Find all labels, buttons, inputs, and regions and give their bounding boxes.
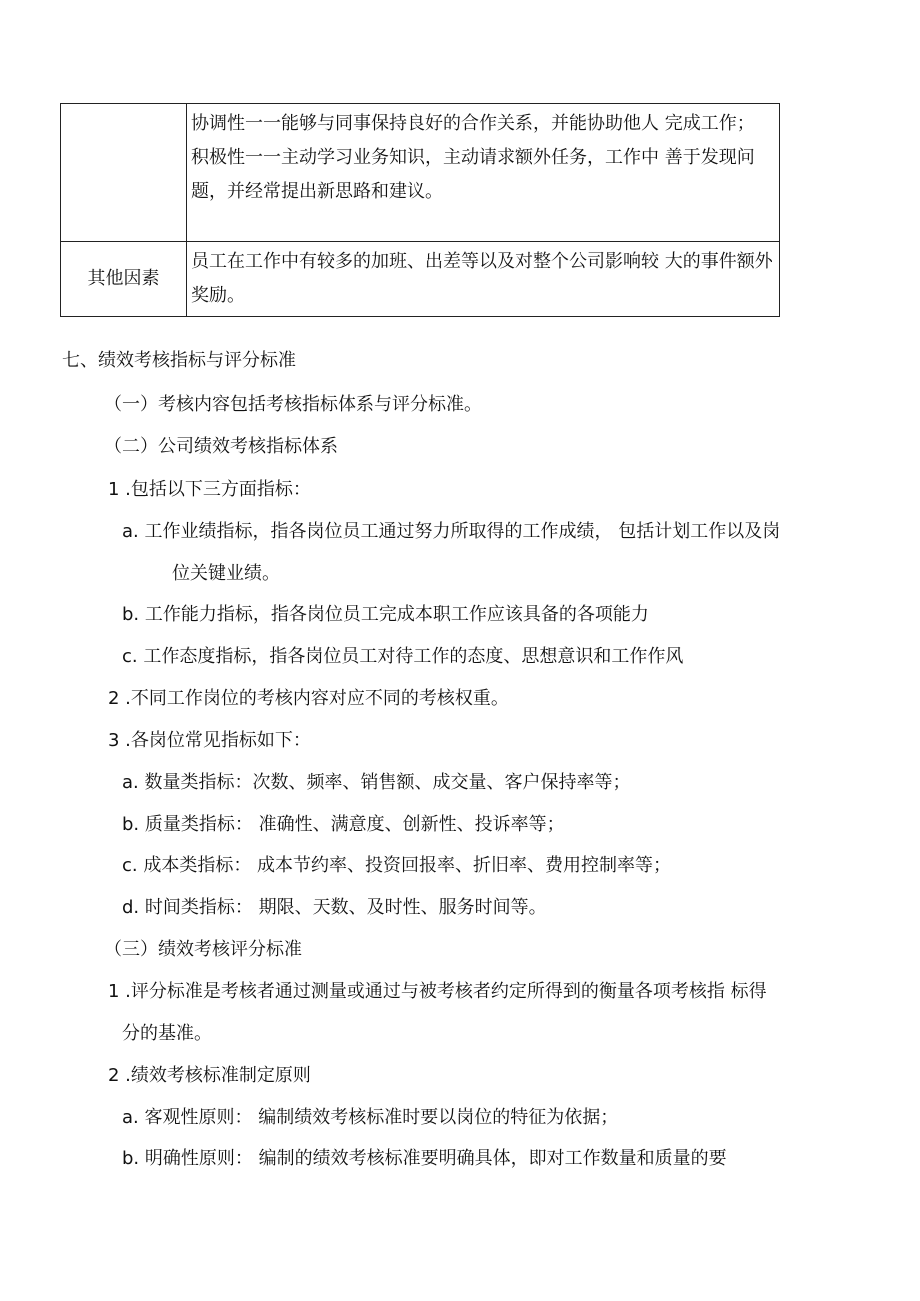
table-label-cell: 其他因素	[61, 242, 187, 317]
list-item: b. 质量类指标： 准确性、满意度、创新性、投诉率等；	[122, 814, 565, 835]
list-item: a. 工作业绩指标，指各岗位员工通过努力所取得的工作成绩， 包括计划工作以及岗	[122, 521, 781, 542]
table-content-paragraph: 积极性一一主动学习业务知识，主动请求额外任务，工作中 善于发现问题，并经常提出新思路和建议。	[191, 147, 755, 202]
table-content-paragraph: 员工在工作中有较多的加班、出差等以及对整个公司影响较 大的事件额外奖励。	[191, 251, 773, 306]
list-item: 2 .不同工作岗位的考核内容对应不同的考核权重。	[108, 688, 509, 709]
list-item: d. 时间类指标： 期限、天数、及时性、服务时间等。	[122, 897, 547, 918]
subsection-heading: （一）考核内容包括考核指标体系与评分标准。	[104, 394, 482, 415]
list-item: 3 .各岗位常见指标如下：	[108, 730, 311, 751]
evaluation-factors-table	[60, 103, 780, 317]
list-item: c. 工作态度指标，指各岗位员工对待工作的态度、思想意识和工作作风	[122, 646, 684, 667]
list-item: c. 成本类指标： 成本节约率、投资回报率、折旧率、费用控制率等；	[122, 855, 672, 876]
list-item-continuation: 分的基准。	[122, 1023, 212, 1044]
table-content-cell	[187, 104, 780, 242]
subsection-heading: （二）公司绩效考核指标体系	[104, 436, 338, 457]
list-item-continuation: 位关键业绩。	[172, 563, 280, 584]
list-item: a. 数量类指标：次数、频率、销售额、成交量、客户保持率等；	[122, 772, 631, 793]
list-item: 2 .绩效考核标准制定原则	[108, 1065, 311, 1086]
table-label-cell	[61, 104, 187, 242]
table-row	[61, 242, 780, 317]
table-row	[61, 104, 780, 242]
list-item: b. 工作能力指标，指各岗位员工完成本职工作应该具备的各项能力	[122, 604, 649, 625]
list-item: b. 明确性原则： 编制的绩效考核标准要明确具体，即对工作数量和质量的要	[122, 1148, 727, 1169]
table-content-cell	[187, 242, 780, 317]
list-item: 1 .包括以下三方面指标：	[108, 479, 311, 500]
list-item: a. 客观性原则： 编制绩效考核标准时要以岗位的特征为依据；	[122, 1107, 619, 1128]
list-item: 1 .评分标准是考核者通过测量或通过与被考核者约定所得到的衡量各项考核指 标得	[108, 981, 767, 1002]
subsection-heading: （三）绩效考核评分标准	[104, 939, 302, 960]
section-heading: 七、绩效考核指标与评分标准	[62, 350, 296, 371]
table-content-paragraph: 协调性一一能够与同事保持良好的合作关系，并能协助他人 完成工作；	[191, 113, 755, 134]
